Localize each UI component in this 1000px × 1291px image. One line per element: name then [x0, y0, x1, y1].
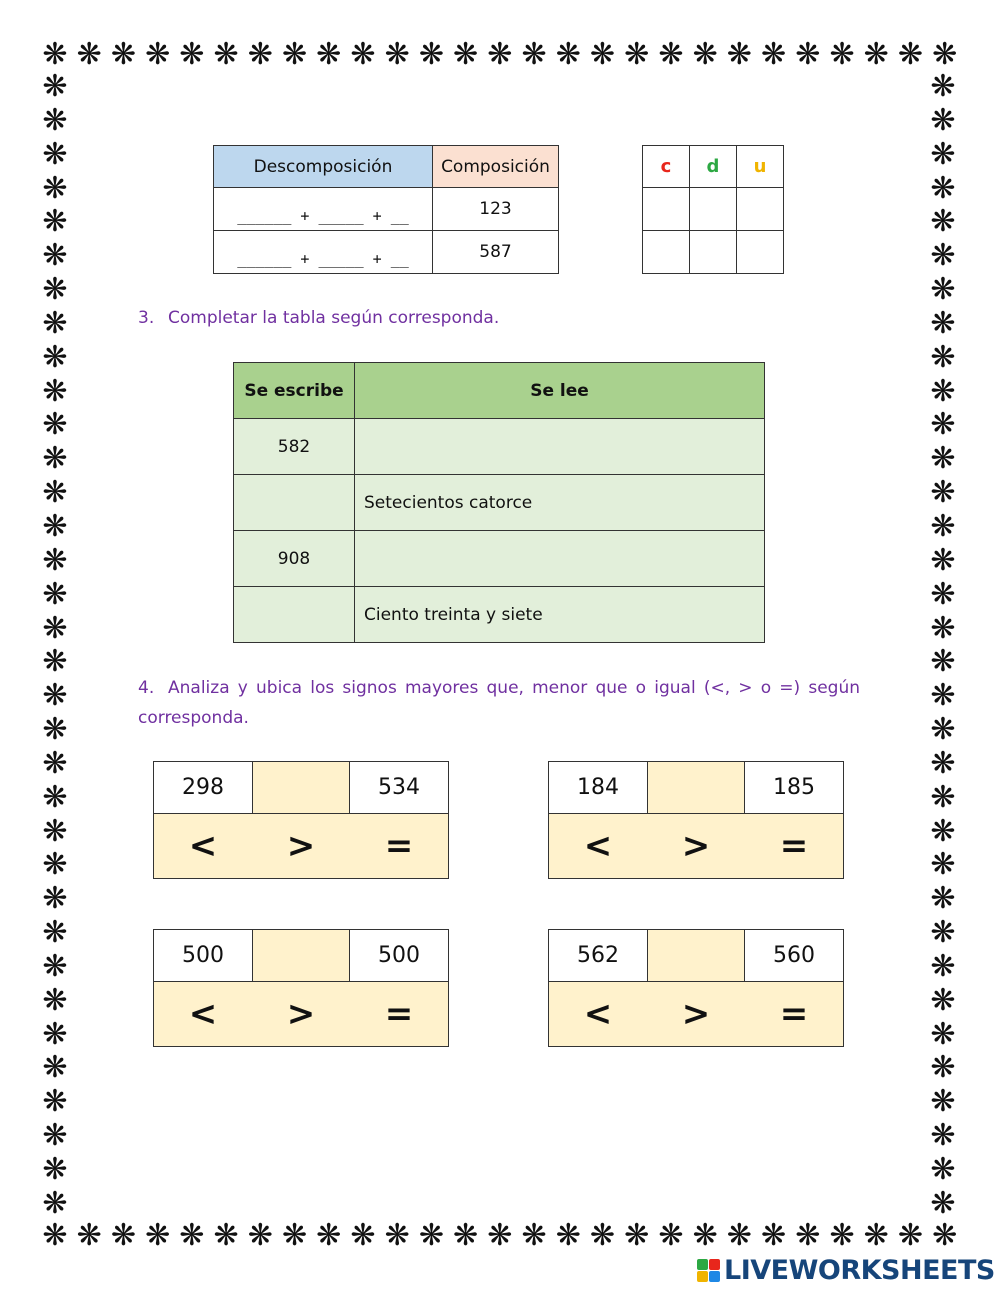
flower-icon: ❋	[145, 1219, 171, 1253]
greater-than-sign[interactable]: >	[681, 826, 711, 866]
flower-icon: ❋	[316, 1219, 342, 1253]
tens-header: d	[690, 146, 737, 188]
flower-icon: ❋	[110, 1219, 136, 1253]
flower-icon: ❋	[761, 38, 787, 72]
flower-icon: ❋	[692, 1219, 718, 1253]
written-cell[interactable]	[234, 475, 355, 531]
less-than-sign[interactable]: <	[188, 994, 218, 1034]
read-cell[interactable]	[355, 419, 765, 475]
flower-icon: ❋	[42, 272, 68, 308]
flower-icon: ❋	[42, 441, 68, 477]
flower-icon: ❋	[930, 915, 956, 951]
flower-icon: ❋	[42, 1050, 68, 1086]
flower-icon: ❋	[930, 644, 956, 680]
table-row	[643, 188, 784, 231]
flower-icon: ❋	[42, 678, 68, 714]
flower-icon: ❋	[418, 1219, 444, 1253]
left-number: 562	[549, 930, 647, 981]
flower-icon: ❋	[930, 1118, 956, 1154]
flower-icon: ❋	[829, 38, 855, 72]
flower-icon: ❋	[795, 38, 821, 72]
flower-icon: ❋	[42, 576, 68, 612]
flower-icon: ❋	[42, 745, 68, 781]
border-bottom	[38, 1219, 962, 1253]
flower-icon: ❋	[829, 1219, 855, 1253]
left-number: 298	[154, 762, 252, 813]
flower-icon: ❋	[863, 1219, 889, 1253]
flower-icon: ❋	[487, 1219, 513, 1253]
flower-icon: ❋	[179, 38, 205, 72]
flower-icon: ❋	[930, 407, 956, 443]
flower-icon: ❋	[930, 712, 956, 748]
flower-icon: ❋	[863, 38, 889, 72]
equal-sign[interactable]: =	[779, 826, 809, 866]
flower-icon: ❋	[930, 373, 956, 409]
comparison-box-4	[548, 929, 844, 1047]
flower-icon: ❋	[930, 475, 956, 511]
flower-icon: ❋	[930, 238, 956, 274]
flower-icon: ❋	[930, 1050, 956, 1086]
table-row	[234, 475, 765, 531]
flower-icon: ❋	[42, 881, 68, 917]
flower-icon: ❋	[930, 1084, 956, 1120]
flower-icon: ❋	[213, 1219, 239, 1253]
liveworksheets-logo	[697, 1255, 995, 1286]
table-row	[234, 419, 765, 475]
flower-icon: ❋	[350, 1219, 376, 1253]
flower-icon: ❋	[42, 407, 68, 443]
flower-icon: ❋	[42, 305, 68, 341]
flower-icon: ❋	[42, 102, 68, 138]
tens-input-cell[interactable]	[690, 231, 737, 274]
flower-icon: ❋	[213, 38, 239, 72]
comparison-box-2	[548, 761, 844, 879]
comparison-box-3	[153, 929, 449, 1047]
flower-icon: ❋	[281, 38, 308, 72]
flower-icon: ❋	[42, 136, 68, 172]
flower-icon: ❋	[521, 1219, 547, 1253]
hundreds-input-cell[interactable]	[643, 188, 690, 231]
flower-icon: ❋	[42, 948, 68, 984]
right-number: 560	[745, 930, 843, 981]
flower-icon: ❋	[487, 38, 513, 72]
flower-icon: ❋	[42, 508, 68, 544]
flower-icon: ❋	[281, 1219, 308, 1253]
flower-icon: ❋	[624, 1219, 650, 1253]
flower-icon: ❋	[930, 441, 956, 477]
flower-icon: ❋	[316, 38, 342, 72]
decomposition-table	[213, 145, 559, 274]
flower-icon: ❋	[930, 1185, 956, 1219]
flower-icon: ❋	[350, 38, 376, 72]
flower-icon: ❋	[42, 610, 68, 646]
flower-icon: ❋	[930, 508, 956, 544]
flower-icon: ❋	[42, 712, 68, 748]
flower-icon: ❋	[555, 38, 581, 72]
written-cell[interactable]	[234, 587, 355, 643]
decomposition-blanks[interactable]: ______ + _____ + __	[214, 231, 433, 274]
reading-table	[233, 362, 765, 643]
composition-header: Composición	[433, 146, 559, 188]
flower-icon: ❋	[930, 170, 956, 206]
composition-value: 587	[433, 231, 559, 274]
flower-icon: ❋	[42, 542, 68, 578]
table-row	[214, 231, 559, 274]
flower-icon: ❋	[42, 72, 68, 104]
greater-than-sign[interactable]: >	[286, 826, 316, 866]
left-number: 184	[549, 762, 647, 813]
right-number: 500	[350, 930, 448, 981]
hundreds-header: c	[643, 146, 690, 188]
decomposition-header: Descomposición	[214, 146, 433, 188]
flower-icon: ❋	[930, 779, 956, 815]
table-row	[214, 188, 559, 231]
flower-icon: ❋	[453, 1219, 479, 1253]
instruction-4	[138, 673, 860, 733]
units-input-cell[interactable]	[737, 231, 784, 274]
written-header: Se escribe	[234, 363, 355, 419]
flower-icon: ❋	[930, 847, 956, 883]
right-number: 534	[350, 762, 448, 813]
sign-drop-zone[interactable]	[252, 930, 350, 981]
table-row	[234, 531, 765, 587]
sign-drop-zone[interactable]	[647, 762, 745, 813]
flower-icon: ❋	[247, 38, 273, 72]
flower-icon: ❋	[726, 38, 752, 72]
flower-icon: ❋	[897, 1219, 924, 1253]
flower-icon: ❋	[930, 610, 956, 646]
flower-icon: ❋	[110, 38, 136, 72]
left-number: 500	[154, 930, 252, 981]
flower-icon: ❋	[453, 38, 479, 72]
instruction-number: 3.	[138, 308, 155, 328]
logo-text: LIVEWORKSHEETS	[724, 1255, 995, 1286]
flower-icon: ❋	[930, 576, 956, 612]
flower-icon: ❋	[42, 1084, 68, 1120]
flower-icon: ❋	[42, 1185, 68, 1219]
flower-icon: ❋	[930, 272, 956, 308]
flower-icon: ❋	[930, 542, 956, 578]
flower-icon: ❋	[930, 678, 956, 714]
equal-sign[interactable]: =	[384, 994, 414, 1034]
flower-icon: ❋	[42, 779, 68, 815]
flower-icon: ❋	[930, 881, 956, 917]
equal-sign[interactable]: =	[384, 826, 414, 866]
flower-icon: ❋	[42, 339, 68, 375]
read-cell[interactable]: Ciento treinta y siete	[355, 587, 765, 643]
table-row	[643, 231, 784, 274]
flower-icon: ❋	[42, 847, 68, 883]
flower-icon: ❋	[42, 170, 68, 206]
flower-icon: ❋	[930, 1152, 956, 1187]
units-header: u	[737, 146, 784, 188]
flower-icon: ❋	[42, 915, 68, 951]
greater-than-sign[interactable]: >	[681, 994, 711, 1034]
flower-icon: ❋	[42, 1016, 68, 1052]
flower-icon: ❋	[930, 102, 956, 138]
flower-icon: ❋	[930, 813, 956, 849]
flower-icon: ❋	[521, 38, 547, 72]
place-value-table	[642, 145, 784, 274]
flower-icon: ❋	[384, 1219, 410, 1253]
flower-icon: ❋	[418, 38, 444, 72]
flower-icon: ❋	[726, 1219, 752, 1253]
flower-icon: ❋	[42, 644, 68, 680]
border-right	[926, 72, 960, 1219]
instruction-text: Completar la tabla según corresponda.	[168, 308, 500, 328]
flower-icon: ❋	[384, 38, 410, 72]
flower-icon: ❋	[76, 1219, 102, 1253]
flower-icon: ❋	[42, 204, 68, 240]
flower-icon: ❋	[179, 1219, 205, 1253]
flower-icon: ❋	[76, 38, 102, 72]
flower-icon: ❋	[930, 948, 956, 984]
border-left	[38, 72, 72, 1219]
read-cell[interactable]	[355, 531, 765, 587]
flower-icon: ❋	[589, 1219, 616, 1253]
flower-icon: ❋	[658, 1219, 684, 1253]
flower-icon: ❋	[42, 1219, 68, 1253]
flower-icon: ❋	[795, 1219, 821, 1253]
sign-drop-zone[interactable]	[252, 762, 350, 813]
logo-icon	[697, 1259, 720, 1282]
flower-icon: ❋	[930, 982, 956, 1018]
greater-than-sign[interactable]: >	[286, 994, 316, 1034]
flower-icon: ❋	[624, 38, 650, 72]
sign-drop-zone[interactable]	[647, 930, 745, 981]
instruction-text: Analiza y ubica los signos mayores que, menor que o igual (<, > o =) según corresponda.	[138, 678, 860, 728]
right-number: 185	[745, 762, 843, 813]
flower-icon: ❋	[930, 136, 956, 172]
flower-icon: ❋	[555, 1219, 581, 1253]
flower-icon: ❋	[930, 204, 956, 240]
flower-icon: ❋	[42, 1118, 68, 1154]
flower-icon: ❋	[930, 1016, 956, 1052]
instruction-3	[138, 303, 499, 333]
flower-icon: ❋	[930, 339, 956, 375]
flower-icon: ❋	[930, 305, 956, 341]
flower-icon: ❋	[897, 38, 924, 72]
less-than-sign[interactable]: <	[583, 994, 613, 1034]
flower-icon: ❋	[247, 1219, 273, 1253]
flower-icon: ❋	[692, 38, 718, 72]
table-row	[234, 587, 765, 643]
flower-icon: ❋	[42, 475, 68, 511]
less-than-sign[interactable]: <	[188, 826, 218, 866]
less-than-sign[interactable]: <	[583, 826, 613, 866]
flower-icon: ❋	[42, 38, 68, 72]
units-input-cell[interactable]	[737, 188, 784, 231]
flower-icon: ❋	[658, 38, 684, 72]
written-cell[interactable]: 908	[234, 531, 355, 587]
flower-icon: ❋	[930, 745, 956, 781]
flower-icon: ❋	[145, 38, 171, 72]
read-header: Se lee	[355, 363, 765, 419]
flower-icon: ❋	[42, 982, 68, 1018]
flower-icon: ❋	[42, 373, 68, 409]
flower-icon: ❋	[930, 72, 956, 104]
flower-icon: ❋	[42, 813, 68, 849]
written-cell[interactable]: 582	[234, 419, 355, 475]
tens-input-cell[interactable]	[690, 188, 737, 231]
flower-icon: ❋	[761, 1219, 787, 1253]
hundreds-input-cell[interactable]	[643, 231, 690, 274]
composition-value: 123	[433, 188, 559, 231]
instruction-number: 4.	[138, 678, 155, 698]
flower-icon: ❋	[932, 38, 958, 72]
read-cell[interactable]: Setecientos catorce	[355, 475, 765, 531]
flower-icon: ❋	[42, 1152, 68, 1187]
flower-icon: ❋	[589, 38, 616, 72]
equal-sign[interactable]: =	[779, 994, 809, 1034]
comparison-box-1	[153, 761, 449, 879]
flower-icon: ❋	[932, 1219, 958, 1253]
border-top	[38, 38, 962, 72]
decomposition-blanks[interactable]: ______ + _____ + __	[214, 188, 433, 231]
flower-icon: ❋	[42, 238, 68, 274]
